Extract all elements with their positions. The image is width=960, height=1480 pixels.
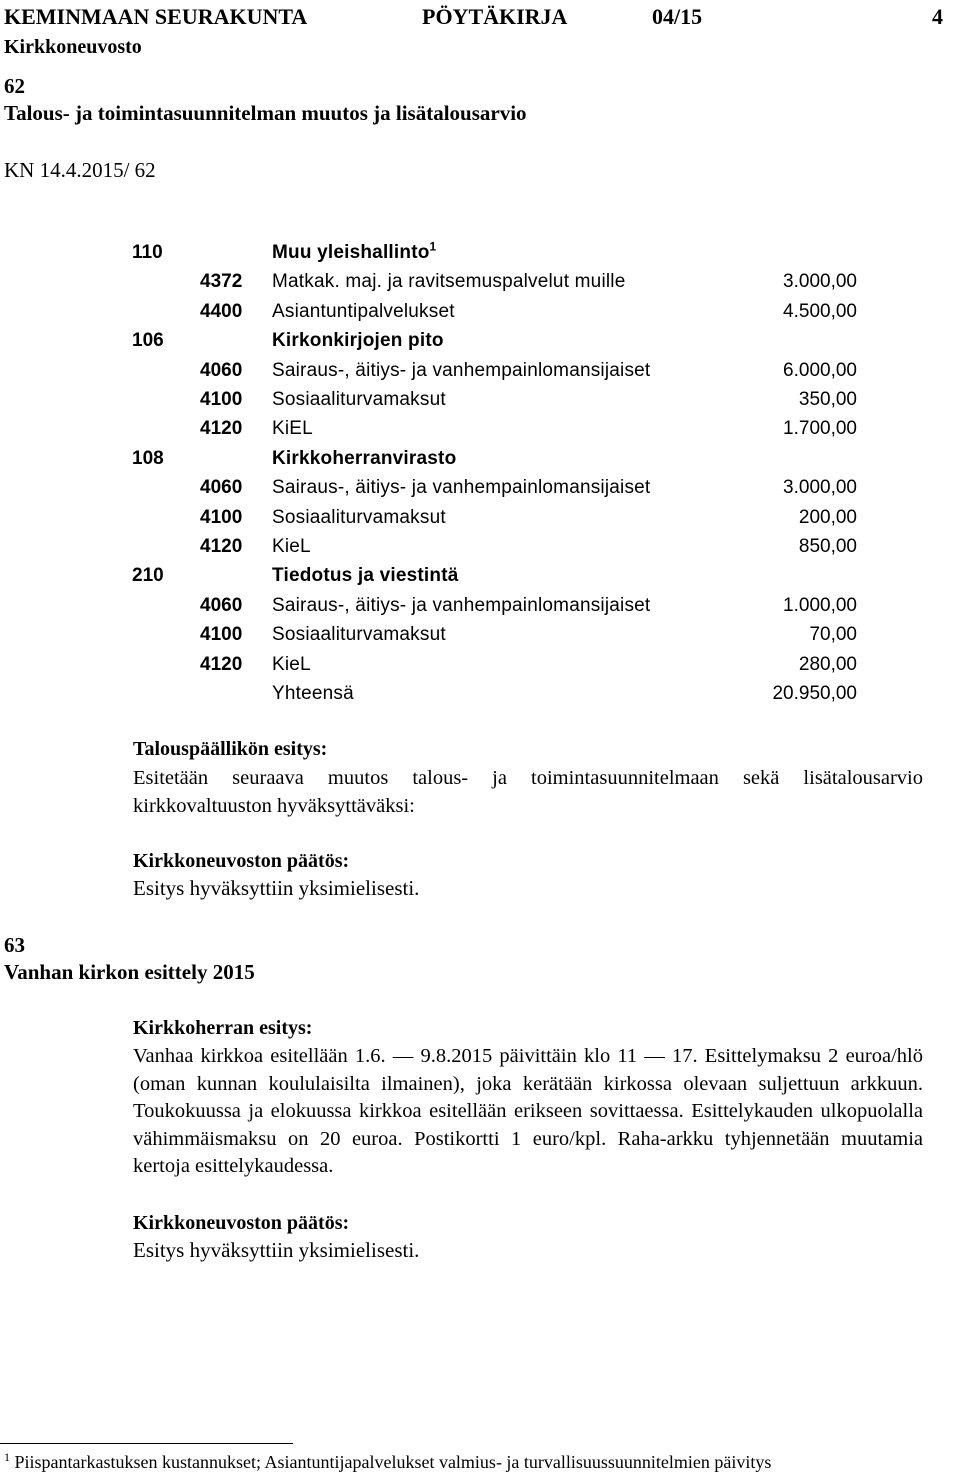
row-description (272, 507, 446, 529)
row-description (272, 418, 313, 440)
table-row (0, 330, 960, 358)
row-description (272, 654, 311, 676)
header-page-number: 4 (932, 4, 943, 29)
row-description-text: Kirkonkirjojen pito (272, 330, 444, 352)
header-org: KEMINMAAN SEURAKUNTA (4, 4, 308, 29)
footnote-divider (0, 1443, 293, 1444)
section-number: 63 (4, 933, 25, 957)
row-description-text: Sosiaaliturvamaksut (272, 624, 446, 646)
decision-heading: Kirkkoneuvoston päätös: (133, 850, 350, 872)
table-row (0, 683, 960, 711)
row-description (272, 301, 455, 323)
account-number: 108 (132, 447, 164, 469)
section-reference: KN 14.4.2015/ 62 (4, 158, 156, 182)
row-description-text: Sairaus-, äitiys- ja vanhempainlomansijaiset (272, 594, 651, 616)
row-description (272, 448, 456, 470)
section-title: Talous- ja toimintasuunnitelman muutos ja lisätalousarvio (4, 101, 527, 125)
header-doc-type: PÖYTÄKIRJA (422, 4, 568, 29)
table-row (0, 536, 960, 564)
table-row (0, 239, 960, 270)
row-description-text: Muu yleishallinto (272, 242, 430, 263)
row-description-text: Sairaus-, äitiys- ja vanhempainlomansijaiset (272, 359, 651, 381)
row-amount: 1.000,00 (783, 594, 857, 616)
section-number: 62 (4, 74, 25, 98)
table-row (0, 301, 960, 329)
row-description (272, 360, 650, 382)
row-description-text: KieL (272, 536, 311, 557)
sub-account-number: 4400 (200, 300, 243, 322)
table-row (0, 595, 960, 623)
account-number: 106 (132, 330, 164, 352)
row-description (272, 595, 650, 617)
proposal-text: Esitetään seuraava muutos talous- ja toimintasuunnitelmaan sekä lisätalousarvio kirkkovaltuuston hyväksyttäväksi: (133, 767, 923, 817)
row-description-text: Kirkkoherranvirasto (272, 447, 457, 469)
table-row (0, 565, 960, 593)
row-amount: 1.700,00 (783, 418, 857, 440)
table-row (0, 360, 960, 388)
sub-account-number: 4100 (200, 506, 243, 528)
decision-text: Esitys hyväksyttiin yksimielisesti. (133, 1238, 420, 1262)
row-description (272, 536, 311, 558)
decision-text: Esitys hyväksyttiin yksimielisesti. (133, 876, 420, 900)
row-description (272, 239, 437, 264)
row-amount: 4.500,00 (783, 300, 857, 322)
table-row (0, 477, 960, 505)
row-amount: 6.000,00 (783, 359, 857, 381)
row-amount: 20.950,00 (772, 683, 857, 704)
row-description-text: Matkak. maj. ja ravitsemuspalvelut muille (272, 271, 626, 293)
account-number: 110 (132, 242, 163, 263)
sub-account-number: 4060 (200, 594, 243, 616)
proposal-text: Vanhaa kirkkoa esitellään 1.6. — 9.8.2015 päivittäin klo 11 — 17. Esittelymaksu 2 euroa/hlö (oman kunnan koululaisilta ilmainen), joka kerätään kirkossa olevaan suljettuun arkkuun. Toukokuussa ja elokuussa kirkkoa esitellään erikseen sovittaessa. Esittelykauden ulkopuolalla vähimmäismaksu on 20 euroa. Postikortti 1 euro/kpl. Raha-arkku tyhjennetään muutamia kertoja esittelykaudessa. (133, 1045, 923, 1177)
row-amount: 70,00 (809, 624, 857, 646)
table-row (0, 418, 960, 446)
header-body-name: Kirkkoneuvosto (4, 36, 142, 58)
row-amount: 350,00 (798, 389, 857, 410)
sub-account-number: 4100 (200, 624, 243, 646)
sub-account-number: 4120 (200, 653, 243, 675)
row-amount: 280,00 (798, 653, 857, 675)
row-description-text: KieL (272, 653, 311, 675)
sub-account-number: 4060 (200, 477, 243, 499)
account-number: 210 (132, 565, 164, 587)
row-description (272, 683, 354, 705)
decision-heading: Kirkkoneuvoston päätös: (133, 1212, 350, 1234)
table-row (0, 448, 960, 476)
row-description (272, 565, 459, 587)
table-row (0, 389, 960, 417)
row-amount: 200,00 (798, 506, 857, 528)
sub-account-number: 4372 (200, 271, 243, 293)
row-description (272, 271, 625, 293)
table-row (0, 654, 960, 682)
row-description (272, 477, 650, 499)
footnote (4, 1452, 771, 1473)
row-description-text: Sosiaaliturvamaksut (272, 506, 446, 528)
header-doc-number: 04/15 (652, 4, 703, 29)
section-title: Vanhan kirkon esittely 2015 (4, 960, 255, 984)
row-amount: 850,00 (798, 536, 857, 557)
row-description (272, 330, 444, 352)
sub-account-number: 4100 (200, 389, 243, 410)
footnote-text: Piispantarkastuksen kustannukset; Asiantuntijapalvelukset valmius- ja turvallisuussuunnitelmien päivitys (14, 1452, 772, 1472)
sub-account-number: 4120 (200, 418, 243, 440)
row-description (272, 389, 446, 411)
footnote-mark: 1 (4, 1450, 10, 1464)
row-description-text: Asiantuntipalvelukset (272, 300, 455, 322)
row-amount: 3.000,00 (783, 271, 857, 293)
table-row (0, 271, 960, 299)
table-row (0, 624, 960, 652)
row-description-text: Yhteensä (272, 683, 354, 704)
row-description (272, 624, 446, 646)
sub-account-number: 4060 (200, 359, 243, 381)
footnote-reference: 1 (429, 239, 437, 254)
table-row (0, 507, 960, 535)
row-description-text: KiEL (272, 418, 313, 440)
proposal-heading: Kirkkoherran esitys: (133, 1017, 313, 1039)
proposal-heading: Talouspäällikön esitys: (133, 738, 328, 760)
row-description-text: Sairaus-, äitiys- ja vanhempainlomansijaiset (272, 477, 651, 499)
row-description-text: Tiedotus ja viestintä (272, 565, 459, 587)
row-description-text: Sosiaaliturvamaksut (272, 389, 446, 410)
row-amount: 3.000,00 (783, 477, 857, 499)
sub-account-number: 4120 (200, 536, 243, 557)
